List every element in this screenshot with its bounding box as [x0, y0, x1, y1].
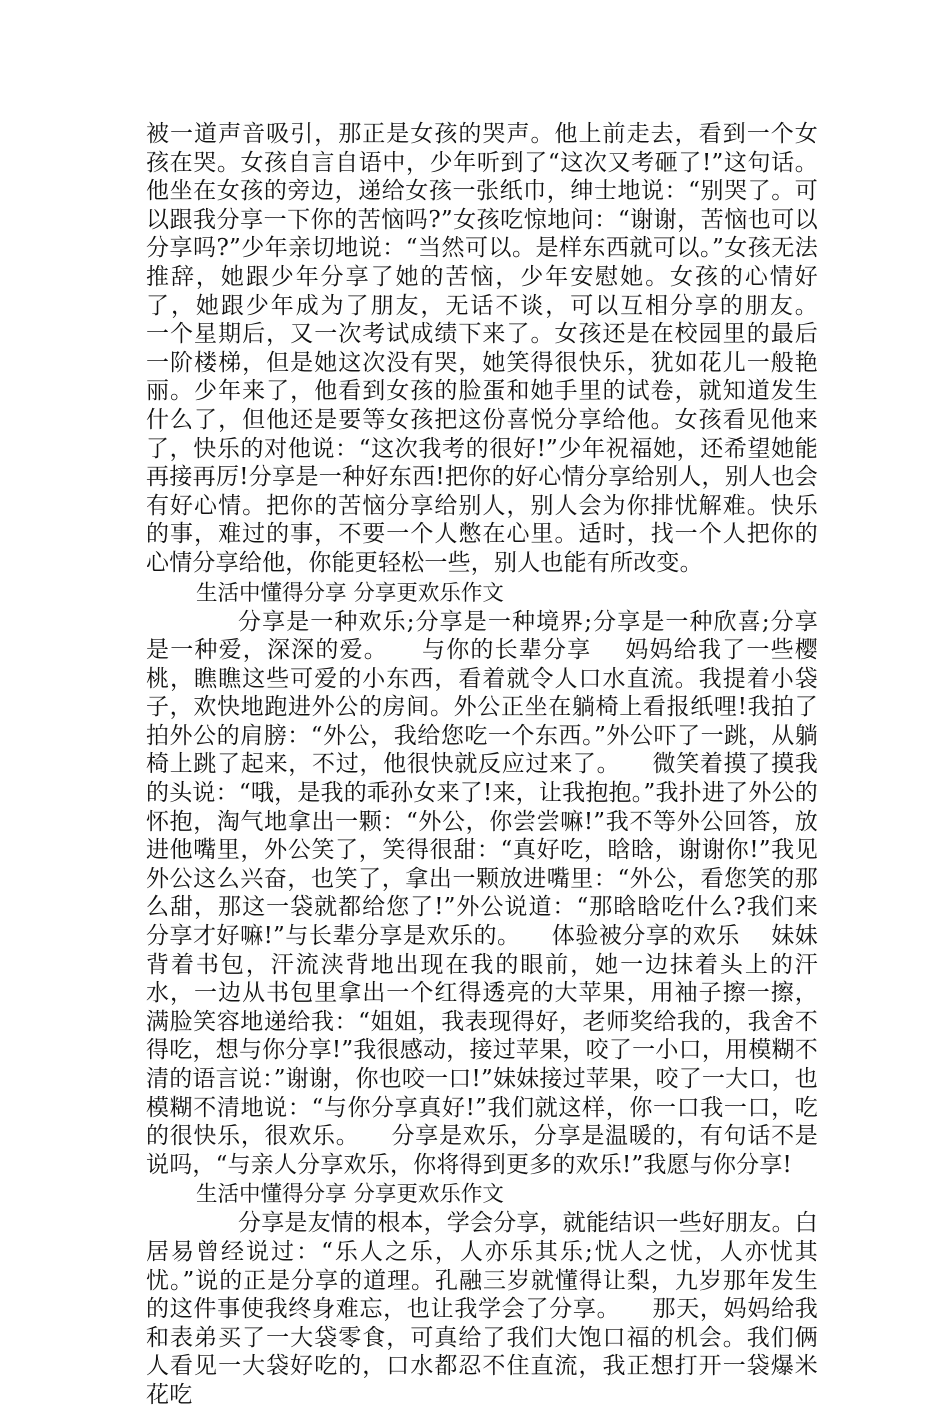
- document-page: [146, 120, 879, 1410]
- body-paragraph-1: 被一道声音吸引，那正是女孩的哭声。他上前走去，看到一个女孩在哭。女孩自言自语中，少年听到了“这次又考砸了!”这句话。他坐在女孩的旁边，递给女孩一张纸巾，绅士地说：“别哭了。可以跟我分享一下你的苦恼吗?”女孩吃惊地问：“谢谢，苦恼也可以分享吗?”少年亲切地说：“当然可以。是样东西就可以。”女孩无法推辞，她跟少年分享了她的苦恼，少年安慰她。女孩的心情好了，她跟少年成为了朋友，无话不谈，可以互相分享的朋友。 一个星期后，又一次考试成绩下来了。女孩还是在校园里的最后一阶楼梯，但是她这次没有哭，她笑得很快乐，犹如花儿一般艳丽。少年来了，他看到女孩的脸蛋和她手里的试卷，就知道发生什么了，但他还是要等女孩把这份喜悦分享给他。女孩看见他来了，快乐的对他说：“这次我考的很好!”少年祝福她，还希望她能再接再厉!分享是一种好东西!把你的好心情分享给别人，别人也会有好心情。把你的苦恼分享给别人，别人会为你排忧解难。快乐的事，难过的事，不要一个人憋在心里。适时，找一个人把你的心情分享给他，你能更轻松一些，别人也能有所改变。: [146, 121, 879, 576]
- essay-heading-2: 生活中懂得分享 分享更欢乐作文: [196, 1182, 504, 1208]
- body-paragraph-2: 分享是一种欢乐;分享是一种境界;分享是一种欣喜;分享是一种爱，深深的爱。 与你的长辈分享 妈妈给我了一些樱桃，瞧瞧这些可爱的小东西，看着就令人口水直流。我提着小袋子，欢快地跑进外公的房间。外公正坐在躺椅上看报纸哩!我拍了拍外公的肩膀：“外公，我给您吃一个东西。”外公吓了一跳，从躺椅上跳了起来，不过，他很快就反应过来了。 微笑着摸了摸我的头说：“哦，是我的乖孙女来了!来，让我抱抱。”我扑进了外公的怀抱，淘气地拿出一颗：“外公，你尝尝嘛!”我不等外公回答，放进他嘴里，外公笑了，笑得很甜：“真好吃，晗晗，谢谢你!”我见外公这么兴奋，也笑了，拿出一颗放进嘴里：“外公，看您笑的那么甜，那这一袋就都给您了!”外公说道：“那晗晗吃什么?我们来分享才好嘛!”与长辈分享是欢乐的。 体验被分享的欢乐 妹妹背着书包，汗流浃背地出现在我的眼前，她一边抹着头上的汗水，一边从书包里拿出一个红得透亮的大苹果，用袖子擦一擦，满脸笑容地递给我：“姐姐，我表现得好，老师奖给我的，我舍不得吃，想与你分享!”我很感动，接过苹果，咬了一小口，用模糊不清的语言说：”谢谢，你也咬一口!”妹妹接过苹果，咬了一大口，也模糊不清地说：“与你分享真好!”我们就这样，你一口我一口，吃的很快乐，很欢乐。 分享是欢乐，分享是温暖的，有句话不是说吗，“与亲人分享欢乐，你将得到更多的欢乐!”我愿与你分享!: [146, 608, 818, 1178]
- essay-heading-1: 生活中懂得分享 分享更欢乐作文: [196, 580, 504, 606]
- body-paragraph-3: 分享是友情的根本，学会分享，就能结识一些好朋友。白居易曾经说过：“乐人之乐，人亦乐其乐;忧人之忧，人亦忧其忧。”说的正是分享的道理。孔融三岁就懂得让梨，九岁那年发生的这件事使我终身难忘，也让我学会了分享。 那天，妈妈给我和表弟买了一大袋零食，可真给了我们大饱口福的机会。我们俩人看见一大袋好吃的，口水都忍不住直流，我正想打开一袋爆米花吃: [146, 1210, 818, 1408]
